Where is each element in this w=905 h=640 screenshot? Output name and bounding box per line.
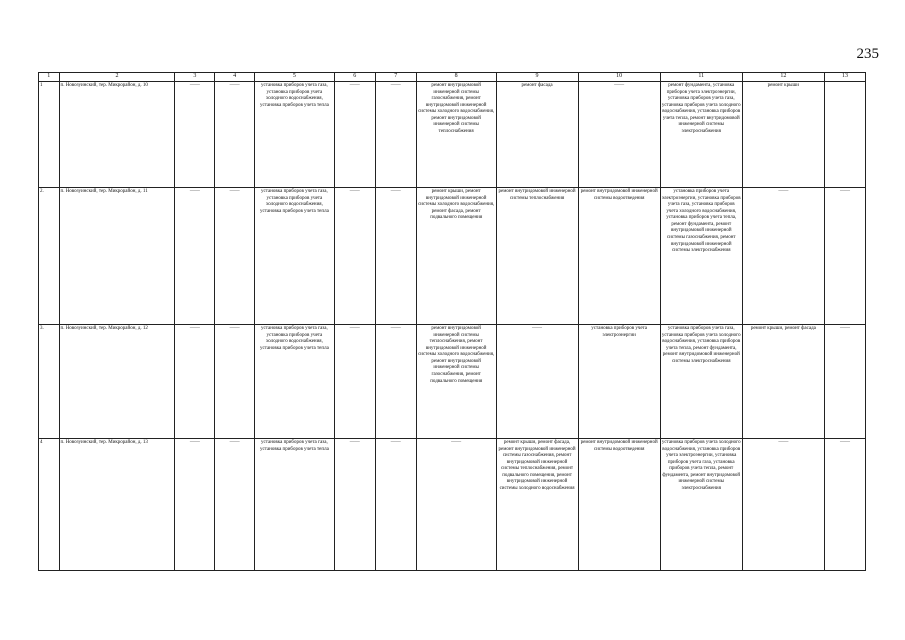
- table-cell: ——: [334, 324, 375, 438]
- table-row: [39, 187, 866, 324]
- page-number: 235: [856, 46, 879, 62]
- table-cell: [824, 81, 865, 187]
- table-cell: ——: [824, 187, 865, 324]
- column-header: 13: [824, 73, 865, 82]
- table-cell: ——: [175, 324, 215, 438]
- table-cell: ——: [416, 438, 496, 570]
- column-header: 2: [59, 73, 175, 82]
- table-cell: ——: [496, 324, 578, 438]
- table-cell: установка приборов учета газа, установка приборов учета холодного водоснабжения, установка приборов учета тепла: [255, 187, 335, 324]
- table-cell: ремонт внутридомовой инженерной системы газоснабжения, ремонт внутридомовой инженерной системы холодного водоснабжения, ремонт внутридомовой инженерной системы теплоснабжения: [416, 81, 496, 187]
- table-cell: ——: [742, 187, 824, 324]
- column-header: 6: [334, 73, 375, 82]
- table-cell: установка приборов учета газа, установка приборов учета холодного водоснабжения, установка приборов учета тепла: [255, 81, 335, 187]
- table-cell: ремонт крыши: [742, 81, 824, 187]
- table-cell: ——: [375, 324, 416, 438]
- table-cell: ——: [215, 324, 255, 438]
- column-header: 3: [175, 73, 215, 82]
- table-cell: ——: [824, 438, 865, 570]
- table-cell: установка приборов учета газа, установка приборов учета тепла: [255, 438, 335, 570]
- header-row: [39, 73, 866, 82]
- row-number: 3.: [39, 324, 60, 438]
- table-cell: ——: [175, 438, 215, 570]
- table-cell: ——: [375, 187, 416, 324]
- column-header: 4: [215, 73, 255, 82]
- table-cell: ——: [175, 81, 215, 187]
- table-cell: ——: [375, 438, 416, 570]
- column-header: 10: [578, 73, 660, 82]
- table-cell: ——: [334, 187, 375, 324]
- table-cell: ——: [334, 438, 375, 570]
- table-cell: установка приборов учета электроэнергии, установка приборов учета газа, установка приборов учета холодного водоснабжения, установка приборов учета тепла, ремонт фундамента, ремонт внутридомовой инженерной системы газоснабжения, ремонт внутридомовой инженерной системы электроснабжения: [660, 187, 742, 324]
- table-cell: ремонт крыши, ремонт фасада: [742, 324, 824, 438]
- table-cell: ремонт внутридомовой инженерной системы водоотведения: [578, 438, 660, 570]
- table-cell: ——: [742, 438, 824, 570]
- row-number: 2.: [39, 187, 60, 324]
- address-cell: п. Новозуинский, тер. Микрорайон, д. 11: [59, 187, 175, 324]
- schedule-table: [38, 72, 866, 571]
- table-cell: ——: [334, 81, 375, 187]
- address-cell: п. Новозуинский, тер. Микрорайон, д. 12: [59, 324, 175, 438]
- table-cell: ——: [215, 81, 255, 187]
- column-header: 1: [39, 73, 60, 82]
- table-row: [39, 81, 866, 187]
- table-cell: ——: [215, 438, 255, 570]
- table-cell: ремонт крыши, ремонт внутридомовой инженерной системы холодного водоснабжения, ремонт фасада, ремонт подвального помещения: [416, 187, 496, 324]
- table-cell: ——: [375, 81, 416, 187]
- table-cell: ремонт фундамента, установка приборов учета электроэнергии, установка приборов учета газа, установка приборов учета холодного водоснабжения, установка приборов учета тепла, ремонт внутридомовой инженерной системы электроснабжения: [660, 81, 742, 187]
- column-header: 11: [660, 73, 742, 82]
- row-number: 1: [39, 81, 60, 187]
- address-cell: п. Новозуинский, тер. Микрорайон, д. 10: [59, 81, 175, 187]
- column-header: 8: [416, 73, 496, 82]
- table-cell: ——: [175, 187, 215, 324]
- table-cell: ремонт крыши, ремонт фасада, ремонт внутридомовой инженерной системы газоснабжения, ремонт внутридомовой инженерной системы теплоснабжения, ремонт подвального помещения, ремонт внутридомовой инженерной системы холодного водоснабжения: [496, 438, 578, 570]
- address-cell: п. Новозуинский, тер. Микрорайон, д. 13: [59, 438, 175, 570]
- table-cell: ремонт внутридомовой инженерной системы теплоснабжения: [496, 187, 578, 324]
- table-cell: ——: [824, 324, 865, 438]
- column-header: 7: [375, 73, 416, 82]
- table-row: [39, 438, 866, 570]
- table-cell: ремонт внутридомовой инженерной системы теплоснабжения, ремонт внутридомовой инженерной системы холодного водоснабжения, ремонт внутридомовой инженерной системы газоснабжения, ремонт подвального помещения: [416, 324, 496, 438]
- table-cell: установка приборов учета электроэнергии: [578, 324, 660, 438]
- row-number: 4: [39, 438, 60, 570]
- table-cell: установка приборов учета холодного водоснабжения, установка приборов учета электроэнергии, установка приборов учета газа, установка приборов учета тепла, ремонт фундамента, ремонт внутридомовой инженерной системы электроснабжения: [660, 438, 742, 570]
- table-cell: ремонт внутридомовой инженерной системы водоотведения: [578, 187, 660, 324]
- column-header: 9: [496, 73, 578, 82]
- table-cell: установка приборов учета газа, установка приборов учета холодного водоснабжения, установка приборов учета тепла: [255, 324, 335, 438]
- table-row: [39, 324, 866, 438]
- table-cell: установка приборов учета газа, установка приборов учета холодного водоснабжения, установка приборов учета тепла, ремонт фундамента, ремонт внутридомовой инженерной системы электроснабжения: [660, 324, 742, 438]
- column-header: 12: [742, 73, 824, 82]
- column-header: 5: [255, 73, 335, 82]
- table-cell: ——: [215, 187, 255, 324]
- table-cell: ремонт фасада: [496, 81, 578, 187]
- table-cell: ——: [578, 81, 660, 187]
